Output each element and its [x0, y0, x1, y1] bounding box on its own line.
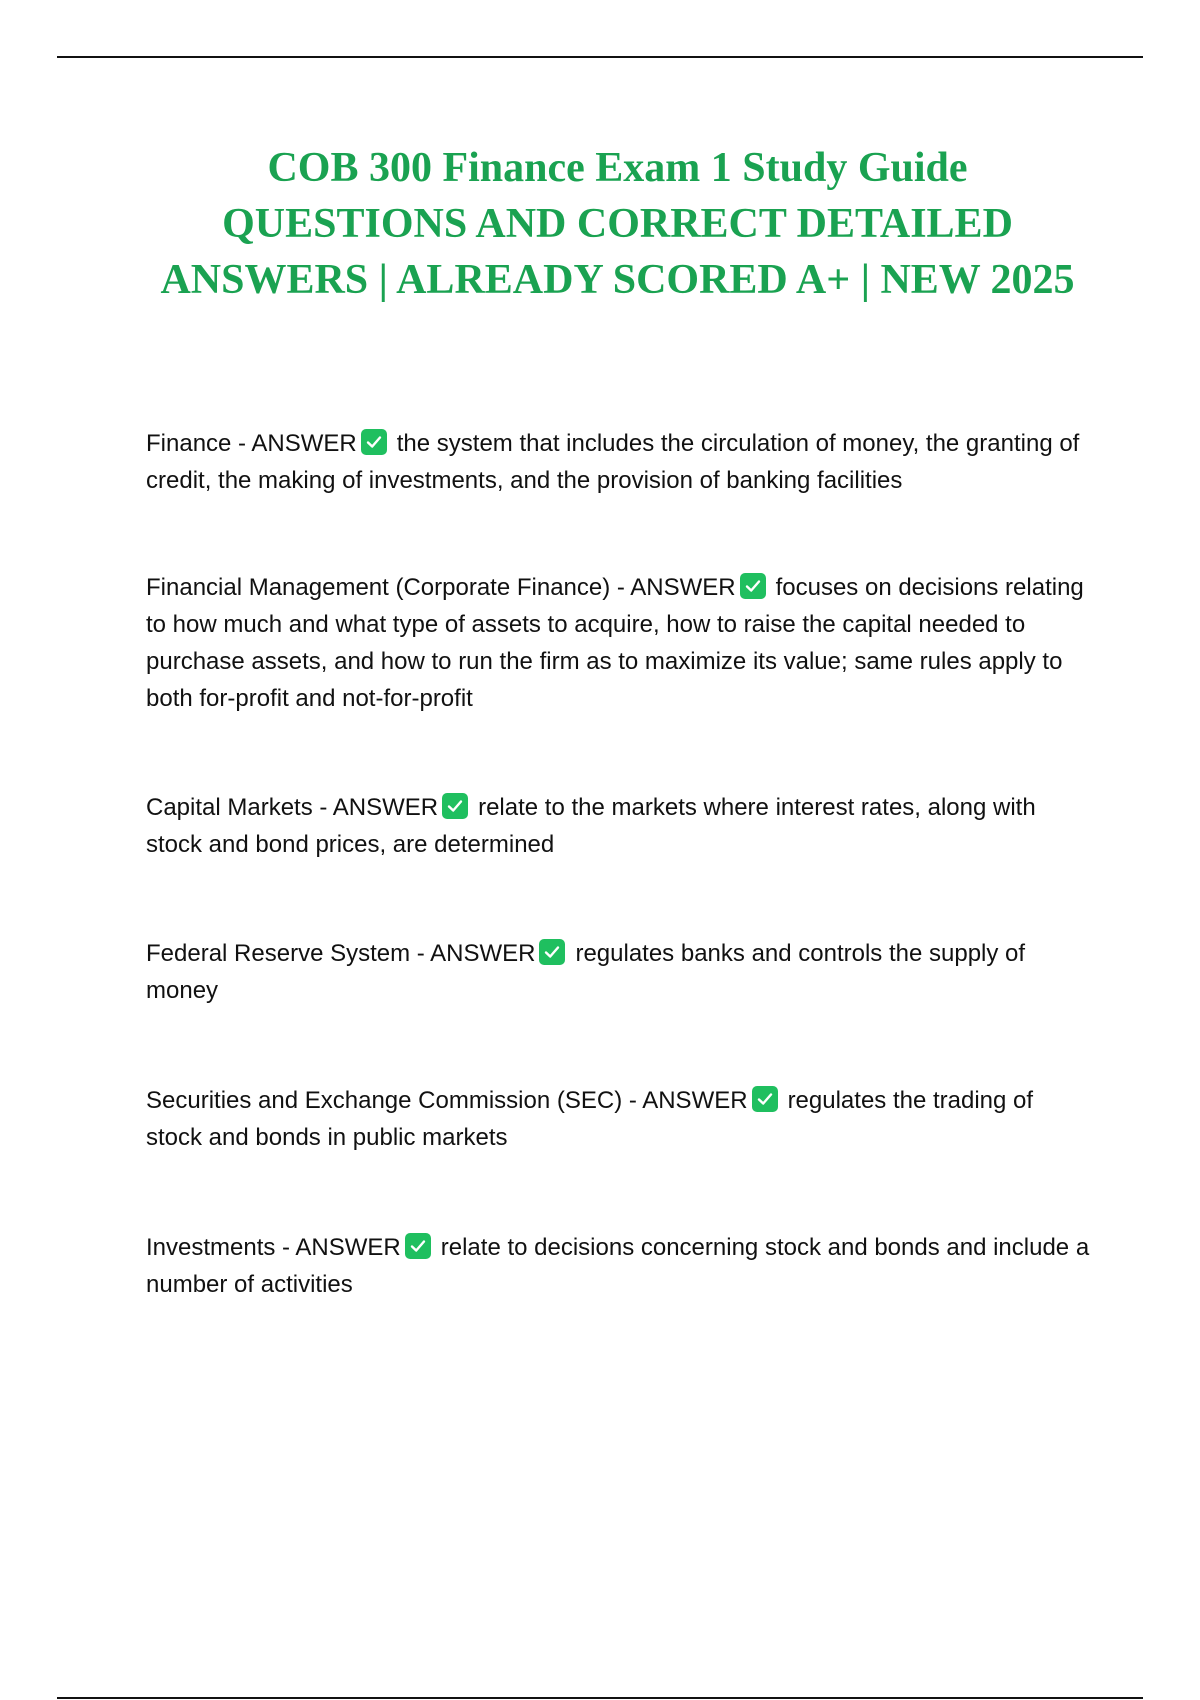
qa-definition: focuses on decisions relating to how much and what type of assets to acquire, how to raise the capital needed to purchase assets, and how to run the firm as to maximize its value; same rules apply to both for-profit and not-for-profit [146, 574, 1084, 712]
qa-item-federal-reserve: Federal Reserve System - ANSWER regulates banks and controls the supply of money [146, 940, 1026, 1004]
check-icon [539, 939, 565, 965]
answer-label: ANSWER [295, 1234, 401, 1261]
qa-term: Federal Reserve System [146, 940, 411, 967]
top-rule [57, 56, 1143, 58]
qa-item-finance: Finance - ANSWER the system that includes the circulation of money, the granting of credit, the making of investments, and the provision of banking facilities [146, 430, 1080, 494]
check-icon [442, 793, 468, 819]
answer-label: ANSWER [630, 574, 736, 601]
qa-term: Securities and Exchange Commission (SEC) [146, 1087, 623, 1114]
document-title: COB 300 Finance Exam 1 Study Guide QUESTIONS AND CORRECT DETAILED ANSWERS | ALREADY SCORED A+ | NEW 2025 [160, 145, 1075, 303]
check-icon [740, 573, 766, 599]
check-icon [752, 1086, 778, 1112]
qa-definition: the system that includes the circulation of money, the granting of credit, the making of investments, and the provision of banking facilities [146, 430, 1080, 494]
bottom-rule [57, 1697, 1143, 1699]
answer-label: ANSWER [332, 794, 439, 821]
check-icon [361, 429, 387, 455]
qa-term: Capital Markets [146, 794, 313, 821]
qa-definition: regulates banks and controls the supply of money [146, 940, 1026, 1004]
qa-list [146, 425, 1091, 1303]
answer-label: ANSWER [642, 1087, 748, 1114]
qa-term: Finance [146, 430, 232, 457]
answer-label: ANSWER [430, 940, 536, 967]
check-icon [405, 1233, 431, 1259]
qa-term: Investments [146, 1234, 276, 1261]
qa-definition: relate to decisions concerning stock and bonds and include a number of activities [146, 1234, 1090, 1298]
qa-item-capital-markets: Capital Markets - ANSWER relate to the markets where interest rates, along with stock and bond prices, are determined [146, 794, 1036, 858]
qa-item-financial-management: Financial Management (Corporate Finance) - ANSWER focuses on decisions relating to how much and what type of assets to acquire, how to raise the capital needed to purchase assets, and how to run the firm as to maximize its value; same rules apply to both for-profit and not-for-profit [146, 574, 1084, 712]
answer-label: ANSWER [251, 430, 357, 457]
qa-definition: relate to the markets where interest rates, along with stock and bond prices, are determined [146, 794, 1036, 858]
qa-definition: regulates the trading of stock and bonds in public markets [146, 1087, 1034, 1151]
qa-item-sec: Securities and Exchange Commission (SEC) - ANSWER regulates the trading of stock and bonds in public markets [146, 1087, 1034, 1151]
qa-item-investments: Investments - ANSWER relate to decisions concerning stock and bonds and include a number of activities [146, 1234, 1090, 1298]
qa-term: Financial Management (Corporate Finance) [146, 574, 611, 601]
